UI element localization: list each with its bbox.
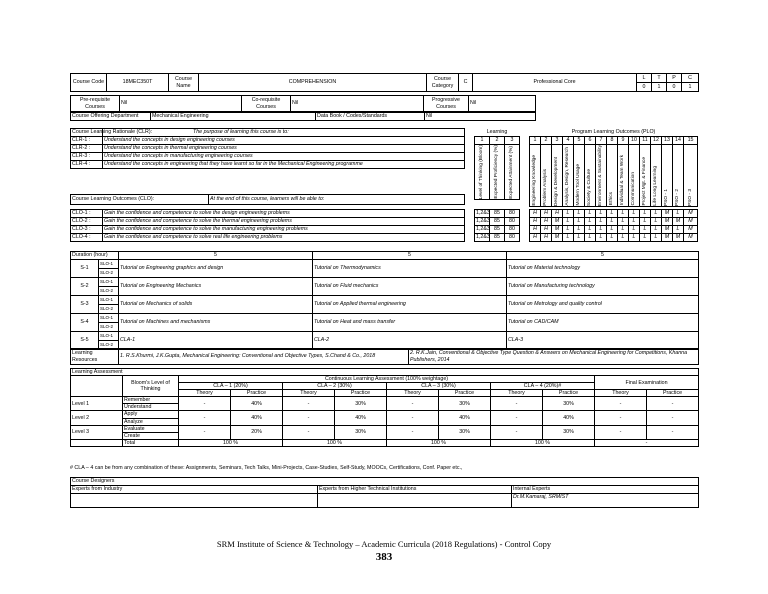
plo-header: Life Long Learning <box>651 144 662 206</box>
clr-code: CLR-1 : <box>71 137 103 145</box>
plo-value: L <box>651 226 662 234</box>
plo-value: H <box>541 226 552 234</box>
clr-code: CLR-4 : <box>71 161 103 169</box>
ltpc-value: 1 <box>652 83 667 92</box>
clr-text: Understand the concepts in engineering that they have learnt so far in the Mechanical Engineering programme <box>103 161 465 169</box>
plo-header: Analysis, Design, Research <box>563 144 574 206</box>
plo-header: Environment & Sustainability <box>596 144 607 206</box>
cla-heading: CLA – 2 (30%) <box>283 383 387 390</box>
plo-value: L <box>596 226 607 234</box>
session-number: S-2 <box>71 278 99 296</box>
slo-label: SLO-2 <box>99 269 119 278</box>
cla-heading: CLA – 3 (30%) <box>387 383 491 390</box>
session-topic: Tutorial on Metrology and quality control <box>507 296 699 314</box>
plo-num: 2 <box>541 136 552 144</box>
plo-value: L <box>574 234 585 242</box>
assessment-value: 30% <box>335 397 387 411</box>
plo-value: L <box>607 234 618 242</box>
session-topic: Tutorial on Fluid mechanics <box>313 278 507 296</box>
clo-code: CLO-4 : <box>71 234 103 242</box>
hti-experts-cell <box>318 494 512 508</box>
practice-label: Practice <box>335 390 387 397</box>
plo-value: L <box>651 210 662 218</box>
databook-value: Nil <box>425 113 536 121</box>
plo-value: L <box>640 218 651 226</box>
plo-value: L <box>673 210 684 218</box>
plo-value: M <box>552 226 563 234</box>
total-value: 100 % <box>283 439 387 446</box>
plo-value: M <box>662 226 673 234</box>
plo-value: L <box>585 210 596 218</box>
plo-value: L <box>563 210 574 218</box>
designers-title: Course Designers <box>71 478 699 486</box>
bloom-level: Understand <box>123 404 179 411</box>
assessment-value: 30% <box>439 425 491 439</box>
plo-value: L <box>651 218 662 226</box>
learning-header: Level of Thinking (Bloom) <box>475 144 490 199</box>
plo-value: L <box>640 226 651 234</box>
plo-num: 3 <box>552 136 563 144</box>
bloom-label: Bloom's Level of Thinking <box>123 376 179 397</box>
plo-value: H <box>530 218 541 226</box>
practice-label: Practice <box>543 390 595 397</box>
assessment-value: 40% <box>335 411 387 425</box>
plo-title: Program Learning Outcomes (PLO) <box>571 128 656 135</box>
session-topic: Tutorial on CAD/CAM <box>507 314 699 332</box>
level-label: Level 2 <box>71 411 123 425</box>
session-number: S-4 <box>71 314 99 332</box>
plo-value: M <box>662 218 673 226</box>
session-number: S-1 <box>71 260 99 278</box>
assessment-value: - <box>387 425 439 439</box>
bloom-level: Create <box>123 432 179 439</box>
total-value: - <box>595 439 699 446</box>
plo-value: L <box>563 234 574 242</box>
plo-value: L <box>563 226 574 234</box>
assessment-value: 40% <box>231 411 283 425</box>
plo-value: H <box>530 226 541 234</box>
session-topic: Tutorial on Applied thermal engineering <box>313 296 507 314</box>
plo-value: L <box>596 234 607 242</box>
category-name: Professional Core <box>473 74 637 92</box>
ltpc-label: L <box>637 74 652 83</box>
plo-num: 14 <box>673 136 684 144</box>
plo-value: H <box>541 210 552 218</box>
slo-label: SLO-2 <box>99 287 119 296</box>
plo-num: 6 <box>585 136 596 144</box>
ltpc-label: T <box>652 74 667 83</box>
plo-num: 11 <box>640 136 651 144</box>
total-value: 100 % <box>387 439 491 446</box>
clo-text: Gain the confidence and competence to solve the manufacturing engineering problems <box>103 226 465 234</box>
slo-label: SLO-1 <box>99 314 119 323</box>
ltpc-value: 1 <box>682 83 699 92</box>
plo-num: 8 <box>607 136 618 144</box>
plo-value: L <box>629 218 640 226</box>
session-topic: Tutorial on Heat and mass transfer <box>313 314 507 332</box>
slo-label: SLO-1 <box>99 332 119 341</box>
bloom-level: Analyze <box>123 418 179 425</box>
clo-learning-value: 85 <box>490 218 505 226</box>
plo-num: 15 <box>684 136 698 144</box>
session-topic: CLA-3 <box>507 332 699 350</box>
ltpc-label: C <box>682 74 699 83</box>
plo-value: H <box>530 210 541 218</box>
plo-header: Individual & Team Work <box>618 144 629 206</box>
practice-label: Practice <box>439 390 491 397</box>
plo-value: L <box>585 234 596 242</box>
clo-learning-value: 85 <box>490 234 505 242</box>
session-topic: Tutorial on Machines and mechanisms <box>119 314 313 332</box>
plo-value: L <box>629 210 640 218</box>
plo-num: 4 <box>563 136 574 144</box>
level-label: Level 1 <box>71 397 123 411</box>
plo-value: M <box>552 234 563 242</box>
industry-experts-cell <box>71 494 318 508</box>
ltpc-label: P <box>667 74 682 83</box>
plo-value: L <box>629 234 640 242</box>
assessment-value: - <box>595 425 647 439</box>
designers-table <box>70 477 699 508</box>
practice-label: Practice <box>647 390 699 397</box>
plo-value: L <box>673 226 684 234</box>
session-topic: Tutorial on Material technology <box>507 260 699 278</box>
assessment-value: - <box>283 425 335 439</box>
course-category: C <box>459 74 473 92</box>
clo-learning-value: 80 <box>505 210 520 218</box>
clo-code: CLO-2 : <box>71 218 103 226</box>
plo-num: 13 <box>662 136 673 144</box>
plo-header: PSO - 3 <box>684 144 698 206</box>
plo-header: PSO - 2 <box>673 144 684 206</box>
plo-value: H <box>541 234 552 242</box>
plo-value: L <box>640 234 651 242</box>
clr-code: CLR-2 : <box>71 145 103 153</box>
resources-label: Learning Resources <box>71 349 119 365</box>
assessment-blank <box>71 376 123 397</box>
assessment-value: 30% <box>335 425 387 439</box>
learning-num: 3 <box>505 136 520 144</box>
clr-text: Understand the concepts in thermal engineering courses <box>103 145 465 153</box>
assessment-value: - <box>283 397 335 411</box>
assessment-value: - <box>283 411 335 425</box>
assessment-table <box>70 368 699 447</box>
assessment-value: 20% <box>231 425 283 439</box>
session-topic: Tutorial on Manufacturing technology <box>507 278 699 296</box>
plo-header: Project Mgt. & Finance <box>640 144 651 206</box>
plo-value: M <box>673 234 684 242</box>
clr-text: Understand the concepts in design engineering courses <box>103 137 465 145</box>
clo-intro-table <box>70 194 465 205</box>
progressive-label: Progressive Courses <box>424 96 469 112</box>
department-table <box>70 112 536 121</box>
session-topic: Tutorial on Mechanics of solids <box>119 296 313 314</box>
learning-header: Expected Proficiency (%) <box>490 144 505 199</box>
spacer-cell <box>520 210 530 218</box>
assessment-value: - <box>491 411 543 425</box>
plo-value: L <box>618 226 629 234</box>
coreq-value: Nil <box>291 96 424 112</box>
clo-code: CLO-3 : <box>71 226 103 234</box>
theory-label: Theory <box>283 390 335 397</box>
theory-label: Theory <box>595 390 647 397</box>
clr-code: CLR-3 : <box>71 153 103 161</box>
course-header-table <box>70 73 699 92</box>
plo-value: M <box>684 234 698 242</box>
plo-header: PSO - 1 <box>662 144 673 206</box>
cla-heading: CLA – 4 (20%)# <box>491 383 595 390</box>
clo-learning-value: 80 <box>505 218 520 226</box>
clr-purpose: The purpose of learning this course is to: <box>103 129 465 137</box>
course-code: 18MEC350T <box>107 74 169 92</box>
plo-header: Ethics <box>607 144 618 206</box>
clo-title: Course Learning Outcomes (CLO): <box>71 195 209 205</box>
spacer-cell <box>520 226 530 234</box>
course-name: COMPREHENSION <box>199 74 427 92</box>
assessment-value: 40% <box>439 411 491 425</box>
clo-learning-value: 1,2&3 <box>476 226 490 233</box>
total-value: 100 % <box>491 439 595 446</box>
clo-intro: At the end of this course, learners will be able to: <box>209 195 465 205</box>
assessment-value: - <box>387 397 439 411</box>
bloom-level: Evaluate <box>123 425 179 432</box>
department-label: Course Offering Department <box>71 113 151 121</box>
clo-values-table <box>474 209 698 242</box>
learning-table <box>474 128 520 200</box>
clo-learning-value: 80 <box>505 234 520 242</box>
slo-label: SLO-2 <box>99 305 119 314</box>
plo-num: 9 <box>618 136 629 144</box>
bloom-level: Apply <box>123 411 179 418</box>
clr-title: Course Learning Rationale (CLR): <box>72 129 153 136</box>
plo-value: L <box>596 210 607 218</box>
assessment-title: Learning Assessment <box>71 369 699 376</box>
plo-value: L <box>618 218 629 226</box>
assessment-value: - <box>387 411 439 425</box>
assessment-value: - <box>595 397 647 411</box>
assessment-value: - <box>179 425 231 439</box>
plo-value: L <box>585 226 596 234</box>
plo-value: L <box>574 226 585 234</box>
assessment-value: - <box>179 411 231 425</box>
clo-text: Gain the confidence and competence to solve the design engineering problems <box>103 210 465 218</box>
total-value: 100 % <box>179 439 283 446</box>
coreq-label: Co-requisite Courses <box>242 96 291 112</box>
clr-table <box>70 128 465 169</box>
plo-value: L <box>618 210 629 218</box>
session-topic: Tutorial on Thermodynamics <box>313 260 507 278</box>
assessment-value: 40% <box>543 411 595 425</box>
plo-value: L <box>563 218 574 226</box>
internal-experts-label: Internal Experts <box>512 486 699 494</box>
assessment-value: 30% <box>439 397 491 411</box>
plo-header: Society & Culture <box>585 144 596 206</box>
industry-experts-label: Experts from Industry <box>71 486 318 494</box>
assessment-value: - <box>647 397 699 411</box>
cla-title: Continuous Learning Assessment (100% weightage) <box>179 376 595 383</box>
assessment-value: - <box>179 397 231 411</box>
assessment-note: # CLA – 4 can be from any combination of these: Assignments, Seminars, Tech Talks, Mini-Projects, Case-Studies, Self-Study, MOOCs, Certifications, Conf. Paper etc., <box>70 465 463 471</box>
clo-learning-value: 1,2&3 <box>476 210 490 217</box>
assessment-value: - <box>491 397 543 411</box>
total-label: Total <box>123 439 179 446</box>
plo-value: H <box>552 210 563 218</box>
clo-learning-value: 80 <box>505 226 520 234</box>
assessment-value: 30% <box>543 425 595 439</box>
clo-learning-value: 1,2&3 <box>476 234 490 241</box>
plo-value: L <box>574 210 585 218</box>
clo-learning-value: 1,2&3 <box>476 218 490 225</box>
learning-num: 1 <box>475 136 490 144</box>
plo-value: L <box>607 226 618 234</box>
plo-value: H <box>530 234 541 242</box>
resources-table <box>70 348 699 365</box>
plo-header: Design & Development <box>552 144 563 206</box>
assessment-value: - <box>647 411 699 425</box>
duration-hours: 5 <box>119 252 313 260</box>
resource-1: 1. R.S.Khurmi, J.K.Gupta, Mechanical Engineering: Conventional and Objective Types, S.Chand & Co., 2018 <box>119 349 409 365</box>
plo-value: L <box>607 210 618 218</box>
plo-value: L <box>585 218 596 226</box>
learning-title: Learning <box>486 128 508 135</box>
learning-header: Expected Attainment (%) <box>505 144 520 199</box>
progressive-value: Nil <box>469 96 536 112</box>
assessment-value: - <box>491 425 543 439</box>
assessment-blank <box>71 439 123 446</box>
hti-experts-label: Experts from Higher Technical Institutions <box>318 486 512 494</box>
duration-hours: 5 <box>313 252 507 260</box>
plo-header: Communication <box>629 144 640 206</box>
bloom-level: Remember <box>123 397 179 404</box>
plo-header: Modern Tool Usage <box>574 144 585 206</box>
duration-hours: 5 <box>507 252 699 260</box>
clo-text: Gain the confidence and competence to solve the thermal engineering problems <box>103 218 465 226</box>
page-number: 383 <box>375 551 393 563</box>
course-name-label: Course Name <box>169 74 199 92</box>
plo-value: M <box>662 210 673 218</box>
duration-label: Duration (hour) <box>71 252 119 260</box>
plo-table <box>529 128 698 207</box>
assessment-value: 30% <box>543 397 595 411</box>
plo-value: L <box>618 234 629 242</box>
session-topic: Tutorial on Engineering graphics and design <box>119 260 313 278</box>
plo-num: 1 <box>530 136 541 144</box>
theory-label: Theory <box>491 390 543 397</box>
session-topic: CLA-1 <box>119 332 313 350</box>
plo-value: M <box>684 226 698 234</box>
slo-label: SLO-2 <box>99 341 119 350</box>
plo-value: M <box>684 218 698 226</box>
assessment-value: - <box>647 425 699 439</box>
theory-label: Theory <box>179 390 231 397</box>
plo-value: L <box>574 218 585 226</box>
prereq-label: Pre-requisite Courses <box>71 96 120 112</box>
clr-text: Understand the concepts in manufacturing engineering courses <box>103 153 465 161</box>
department-value: Mechanical Engineering <box>151 113 316 121</box>
plo-value: M <box>552 218 563 226</box>
plo-value: L <box>640 210 651 218</box>
internal-expert-name: Dr.M.Kamaraj, SRMIST <box>512 494 699 508</box>
level-label: Level 3 <box>71 425 123 439</box>
plo-value: L <box>596 218 607 226</box>
clo-learning-value: 85 <box>490 210 505 218</box>
practice-label: Practice <box>231 390 283 397</box>
ltpc-value: 0 <box>637 83 652 92</box>
plo-header: Problem Analysis <box>541 144 552 206</box>
ltpc-value: 0 <box>667 83 682 92</box>
plo-header: Engineering Knowledge <box>530 144 541 206</box>
session-number: S-5 <box>71 332 99 350</box>
resource-2: 2. R.K.Jain, Conventional & Objective Type Question & Answers on Mechanical Engineering for Competitions, Khanna Publishers, 2014 <box>409 349 699 365</box>
plo-num: 12 <box>651 136 662 144</box>
theory-label: Theory <box>387 390 439 397</box>
prereq-value: Nil <box>120 96 242 112</box>
spacer-cell <box>520 218 530 226</box>
clo-text: Gain the confidence and competence to solve real life engineering problems <box>103 234 465 242</box>
cla-heading: CLA – 1 (20%) <box>179 383 283 390</box>
prerequisite-table <box>70 95 536 112</box>
plo-value: L <box>629 226 640 234</box>
clo-table <box>70 209 465 242</box>
course-category-label: Course Category <box>427 74 459 92</box>
plo-num: 5 <box>574 136 585 144</box>
session-topic: Tutorial on Engineering Mechanics <box>119 278 313 296</box>
slo-label: SLO-1 <box>99 296 119 305</box>
plo-value: M <box>684 210 698 218</box>
databook-label: Data Book / Codes/Standards <box>316 113 425 121</box>
schedule-table <box>70 251 699 350</box>
learning-num: 2 <box>490 136 505 144</box>
slo-label: SLO-1 <box>99 278 119 287</box>
clo-learning-value: 85 <box>490 226 505 234</box>
plo-value: L <box>607 218 618 226</box>
footer-text: SRM Institute of Science & Technology – Academic Curricula (2018 Regulations) - Control Copy <box>216 539 552 549</box>
spacer-cell <box>520 234 530 242</box>
plo-num: 10 <box>629 136 640 144</box>
final-exam-label: Final Examination <box>595 376 699 390</box>
plo-value: M <box>673 218 684 226</box>
plo-value: M <box>662 234 673 242</box>
course-code-label: Course Code <box>71 74 107 92</box>
session-topic: CLA-2 <box>313 332 507 350</box>
session-number: S-3 <box>71 296 99 314</box>
plo-value: H <box>541 218 552 226</box>
slo-label: SLO-1 <box>99 260 119 269</box>
plo-num: 7 <box>596 136 607 144</box>
clo-code: CLO-1 : <box>71 210 103 218</box>
slo-label: SLO-2 <box>99 323 119 332</box>
plo-value: L <box>651 234 662 242</box>
assessment-value: - <box>595 411 647 425</box>
assessment-value: 40% <box>231 397 283 411</box>
